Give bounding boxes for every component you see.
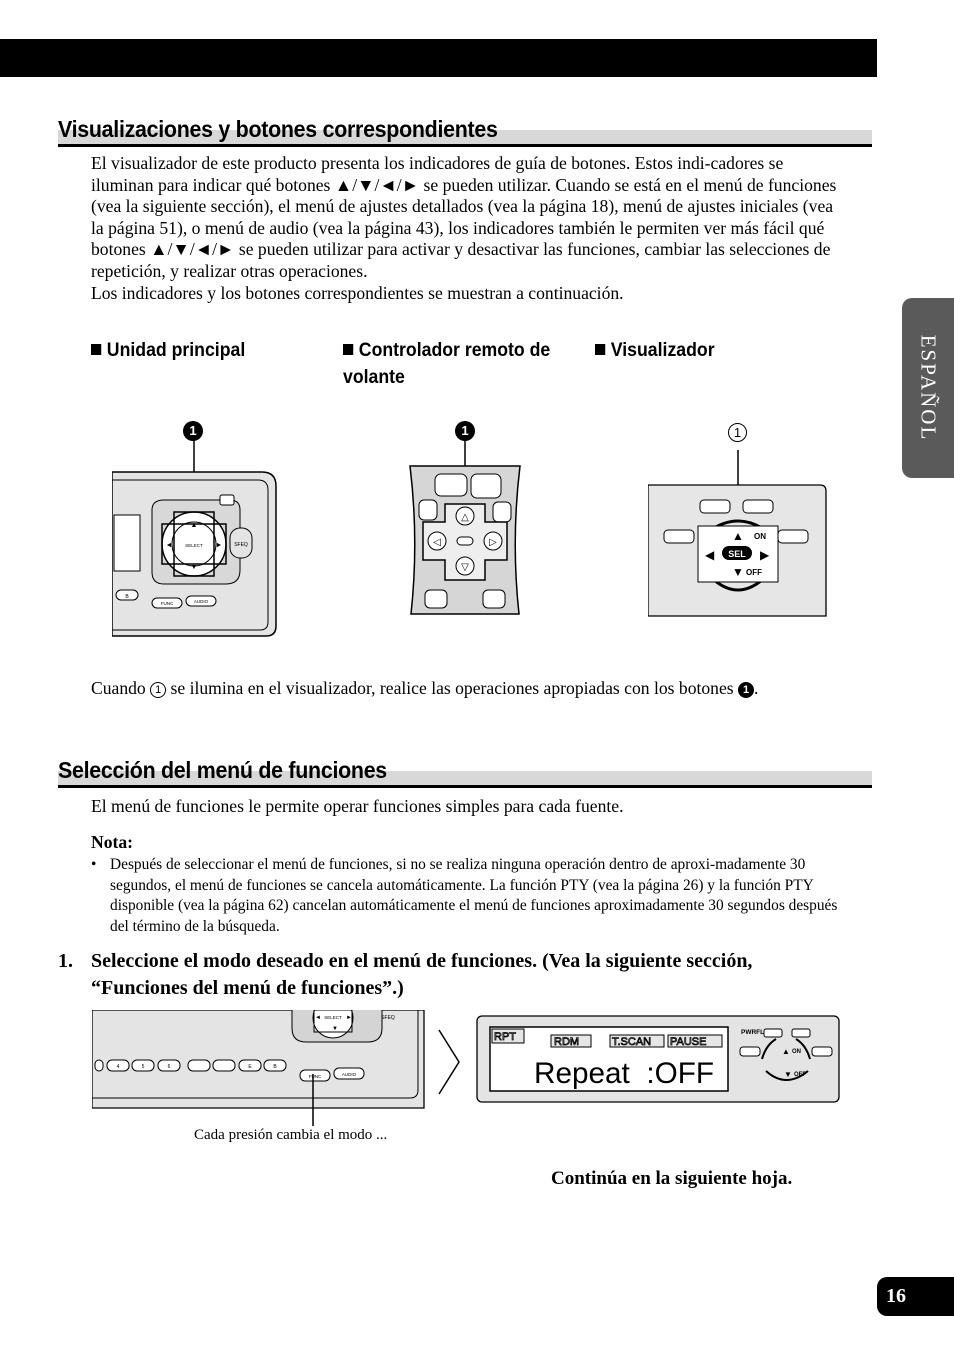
- language-tab-label: ESPAÑOL: [916, 334, 941, 442]
- sfeq-label: SFEQ: [234, 542, 248, 548]
- display-panel-illustration: [476, 1015, 842, 1105]
- page-number: 16: [877, 1277, 954, 1316]
- svg-text:◀: ◀: [705, 548, 715, 562]
- figure-caption: Cada presión cambia el modo ...: [194, 1127, 388, 1143]
- main-unit-illustration: [112, 440, 280, 640]
- display-main-text: Repeat :OFF: [534, 1057, 714, 1090]
- subheading-display: Visualizador: [595, 337, 715, 364]
- audio-label: AUDIO: [193, 599, 209, 604]
- svg-text:▷: ▷: [489, 537, 497, 548]
- indicator-tscan: T.SCAN: [612, 1036, 652, 1048]
- arrow-right-icon: [437, 1028, 463, 1096]
- sel-label: SEL: [728, 549, 746, 559]
- svg-text:►: ►: [215, 542, 223, 549]
- svg-text:AUDIO: AUDIO: [341, 1072, 357, 1077]
- svg-text:◄: ◄: [165, 542, 173, 549]
- svg-text:▲: ▲: [190, 522, 198, 529]
- indicator-rpt: RPT: [494, 1031, 516, 1043]
- func-label: FUNC: [160, 601, 174, 606]
- svg-text:6: 6: [167, 1064, 171, 1070]
- display-illustration: [648, 440, 828, 620]
- svg-text:▲: ▲: [782, 1047, 790, 1056]
- svg-text:►: ►: [346, 1015, 352, 1021]
- indicator-rdm: RDM: [554, 1036, 580, 1048]
- svg-text:◁: ◁: [433, 537, 441, 548]
- note-bullet: • Después de seleccionar el menú de funciones, si no se realiza ninguna operación dentro de aproxi-madamente 30 segundos, el menú de funciones se cancela automáticamente. La función PTY (vea la página 26) y la función PTY disponible (vea la página 62) cancelan automáticamente el menú de funciones aproximadamente 30 segundos después del término de la búsqueda.: [91, 856, 838, 935]
- subheading-main-unit: Unidad principal: [91, 337, 245, 364]
- svg-text:▼: ▼: [732, 565, 744, 579]
- section-heading-function-menu: [58, 754, 872, 788]
- language-tab: [902, 298, 954, 478]
- indicator-explanation: Cuando 1 se ilumina en el visualizador, realice las operaciones apropiadas con los botones 1 .: [91, 678, 759, 698]
- subheading-remote: Controlador remoto de volante: [343, 340, 551, 388]
- section1-paragraph: El visualizador de este producto presenta los indicadores de guía de botones. Estos indi-cadores se iluminan para indicar qué botones ▲/▼/◄/► se pueden utilizar. Cuando se está en el menú de funciones (vea la siguiente sección), el menú de ajustes detallados (vea la página 18), menú de ajustes iniciales (vea la página 51), o menú de audio (vea la página 43), los indicadores también le permiten ver más fácil qué botones ▲/▼/◄/► se pueden utilizar para activar y desactivar las funciones, cambiar las selecciones de repetición, y realizar otras operaciones. Los indicadores y los botones correspondientes se muestran a continuación.: [91, 153, 837, 303]
- section-title: Selección del menú de funciones: [58, 757, 387, 783]
- svg-text:OFF: OFF: [746, 568, 762, 577]
- svg-text:▼: ▼: [190, 564, 198, 571]
- svg-text:PWRFL: PWRFL: [741, 1029, 765, 1036]
- svg-text:SELECT: SELECT: [324, 1015, 342, 1020]
- svg-text:B: B: [273, 1064, 277, 1070]
- callout-buttons-main: 1: [183, 421, 203, 441]
- header-bar: [0, 39, 877, 77]
- callout-buttons-remote: 1: [455, 421, 475, 441]
- svg-text:E: E: [248, 1064, 252, 1070]
- svg-text:5: 5: [141, 1064, 145, 1070]
- svg-text:B: B: [125, 594, 129, 600]
- svg-text:▼: ▼: [784, 1070, 792, 1079]
- remote-illustration: [405, 440, 525, 618]
- indicator-pause: PAUSE: [670, 1036, 707, 1048]
- section-heading-displays: [58, 113, 872, 147]
- continue-note: Continúa en la siguiente hoja.: [551, 1168, 793, 1189]
- section-title: Visualizaciones y botones correspondientes: [58, 116, 498, 142]
- svg-text:SFEQ: SFEQ: [381, 1015, 395, 1021]
- svg-text:▶: ▶: [760, 548, 770, 562]
- svg-text:ON: ON: [792, 1049, 801, 1055]
- svg-text:▲: ▲: [732, 529, 744, 543]
- svg-text:△: △: [461, 512, 469, 523]
- svg-text:4: 4: [116, 1064, 120, 1070]
- svg-text:ON: ON: [754, 532, 766, 541]
- svg-text:◄: ◄: [315, 1015, 321, 1021]
- svg-text:OFF: OFF: [794, 1072, 806, 1078]
- svg-text:▼: ▼: [332, 1026, 338, 1032]
- callout-indicator: 1: [728, 423, 747, 442]
- main-unit-function-illustration: [92, 1010, 432, 1138]
- section2-intro: El menú de funciones le permite operar funciones simples para cada fuente.: [91, 796, 624, 816]
- note-title: Nota:: [91, 832, 134, 852]
- svg-text:FUNC: FUNC: [308, 1074, 322, 1079]
- svg-text:▽: ▽: [461, 562, 469, 573]
- select-label: SELECT: [185, 543, 203, 548]
